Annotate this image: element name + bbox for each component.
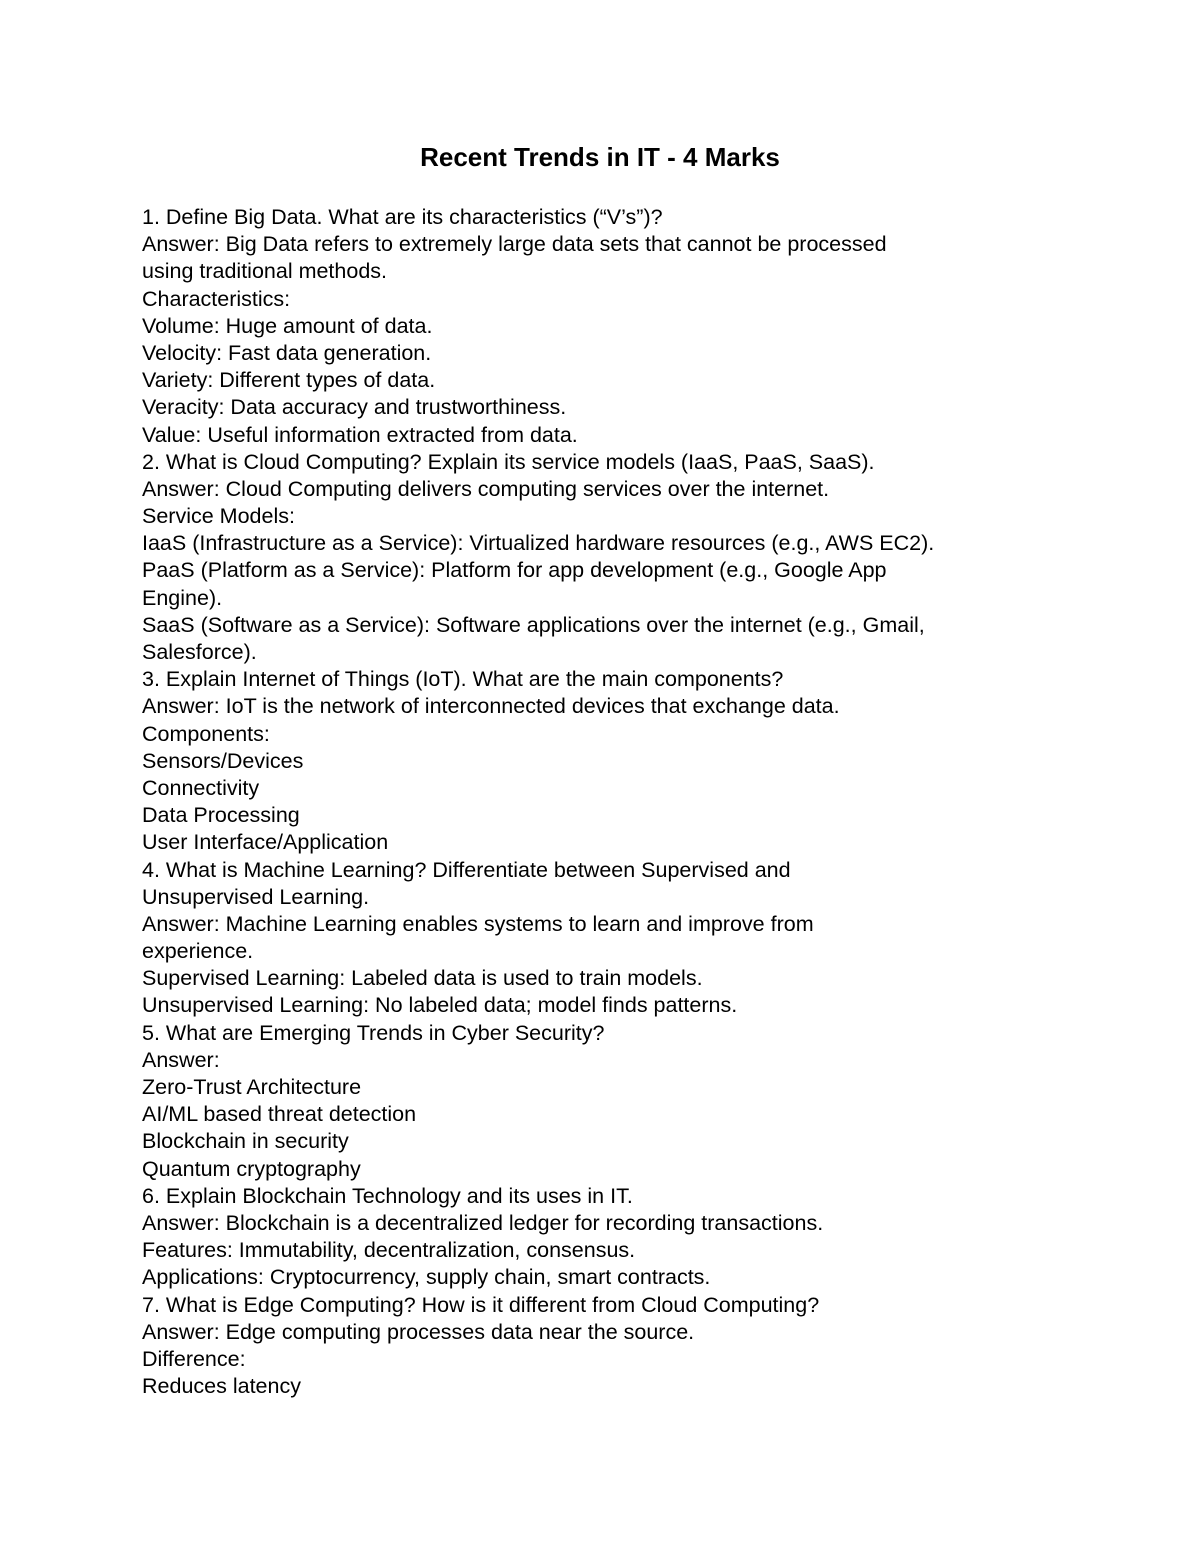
text-line: Answer: Machine Learning enables systems to learn and improve from (142, 911, 814, 936)
text-line: PaaS (Platform as a Service): Platform for app development (e.g., Google App (142, 558, 887, 583)
text-line: Answer: Cloud Computing delivers computing services over the internet. (142, 476, 830, 501)
text-line: 4. What is Machine Learning? Differentiate between Supervised and (142, 857, 791, 882)
text-line: Answer: Blockchain is a decentralized ledger for recording transactions. (142, 1210, 824, 1235)
document-title: Recent Trends in IT - 4 Marks (420, 142, 780, 172)
text-line: Volume: Huge amount of data. (142, 313, 433, 338)
text-line: 2. What is Cloud Computing? Explain its service models (IaaS, PaaS, SaaS). (142, 449, 875, 474)
text-line: Features: Immutability, decentralization, consensus. (142, 1238, 636, 1263)
text-line: Zero-Trust Architecture (142, 1075, 362, 1099)
text-line: 7. What is Edge Computing? How is it different from Cloud Computing? (142, 1292, 820, 1317)
text-line: Characteristics: (142, 286, 291, 311)
text-line: Applications: Cryptocurrency, supply chain, smart contracts. (142, 1265, 711, 1290)
document-body (142, 204, 1142, 1400)
text-line: AI/ML based threat detection (142, 1102, 417, 1127)
text-line: Value: Useful information extracted from data. (142, 422, 578, 447)
text-line: Veracity: Data accuracy and trustworthiness. (142, 395, 567, 420)
text-line: Unsupervised Learning: No labeled data; model finds patterns. (142, 993, 738, 1018)
text-line: Answer: (142, 1047, 220, 1072)
text-line: Data Processing (142, 803, 300, 828)
text-line: Engine). (142, 585, 223, 610)
text-line: Salesforce). (142, 640, 257, 664)
text-line: Service Models: (142, 504, 295, 529)
text-line: Quantum cryptography (142, 1156, 361, 1181)
text-line: Supervised Learning: Labeled data is used to train models. (142, 966, 703, 991)
text-line: experience. (142, 939, 254, 964)
text-line: 6. Explain Blockchain Technology and its uses in IT. (142, 1183, 633, 1208)
text-line: Connectivity (142, 775, 260, 800)
text-line: Answer: IoT is the network of interconnected devices that exchange data. (142, 694, 840, 719)
text-line: Variety: Different types of data. (142, 368, 436, 393)
text-line: Answer: Big Data refers to extremely large data sets that cannot be processed (142, 232, 887, 257)
text-line: Unsupervised Learning. (142, 884, 370, 909)
text-line: Answer: Edge computing processes data near the source. (142, 1319, 695, 1344)
text-line: Sensors/Devices (142, 748, 304, 773)
text-line: using traditional methods. (142, 259, 388, 284)
text-line: SaaS (Software as a Service): Software applications over the internet (e.g., Gmail, (142, 612, 925, 637)
text-line: 1. Define Big Data. What are its characteristics (“V’s”)? (142, 205, 663, 229)
text-line: Reduces latency (142, 1374, 301, 1399)
text-line: User Interface/Application (142, 830, 389, 855)
text-line: Velocity: Fast data generation. (142, 340, 432, 365)
text-line: Blockchain in security (142, 1129, 349, 1154)
text-line: Components: (142, 721, 270, 746)
text-line: IaaS (Infrastructure as a Service): Virtualized hardware resources (e.g., AWS EC2). (142, 531, 935, 556)
text-line: 3. Explain Internet of Things (IoT). What are the main components? (142, 667, 784, 692)
text-line: 5. What are Emerging Trends in Cyber Security? (142, 1020, 605, 1045)
text-line: Difference: (142, 1346, 246, 1371)
